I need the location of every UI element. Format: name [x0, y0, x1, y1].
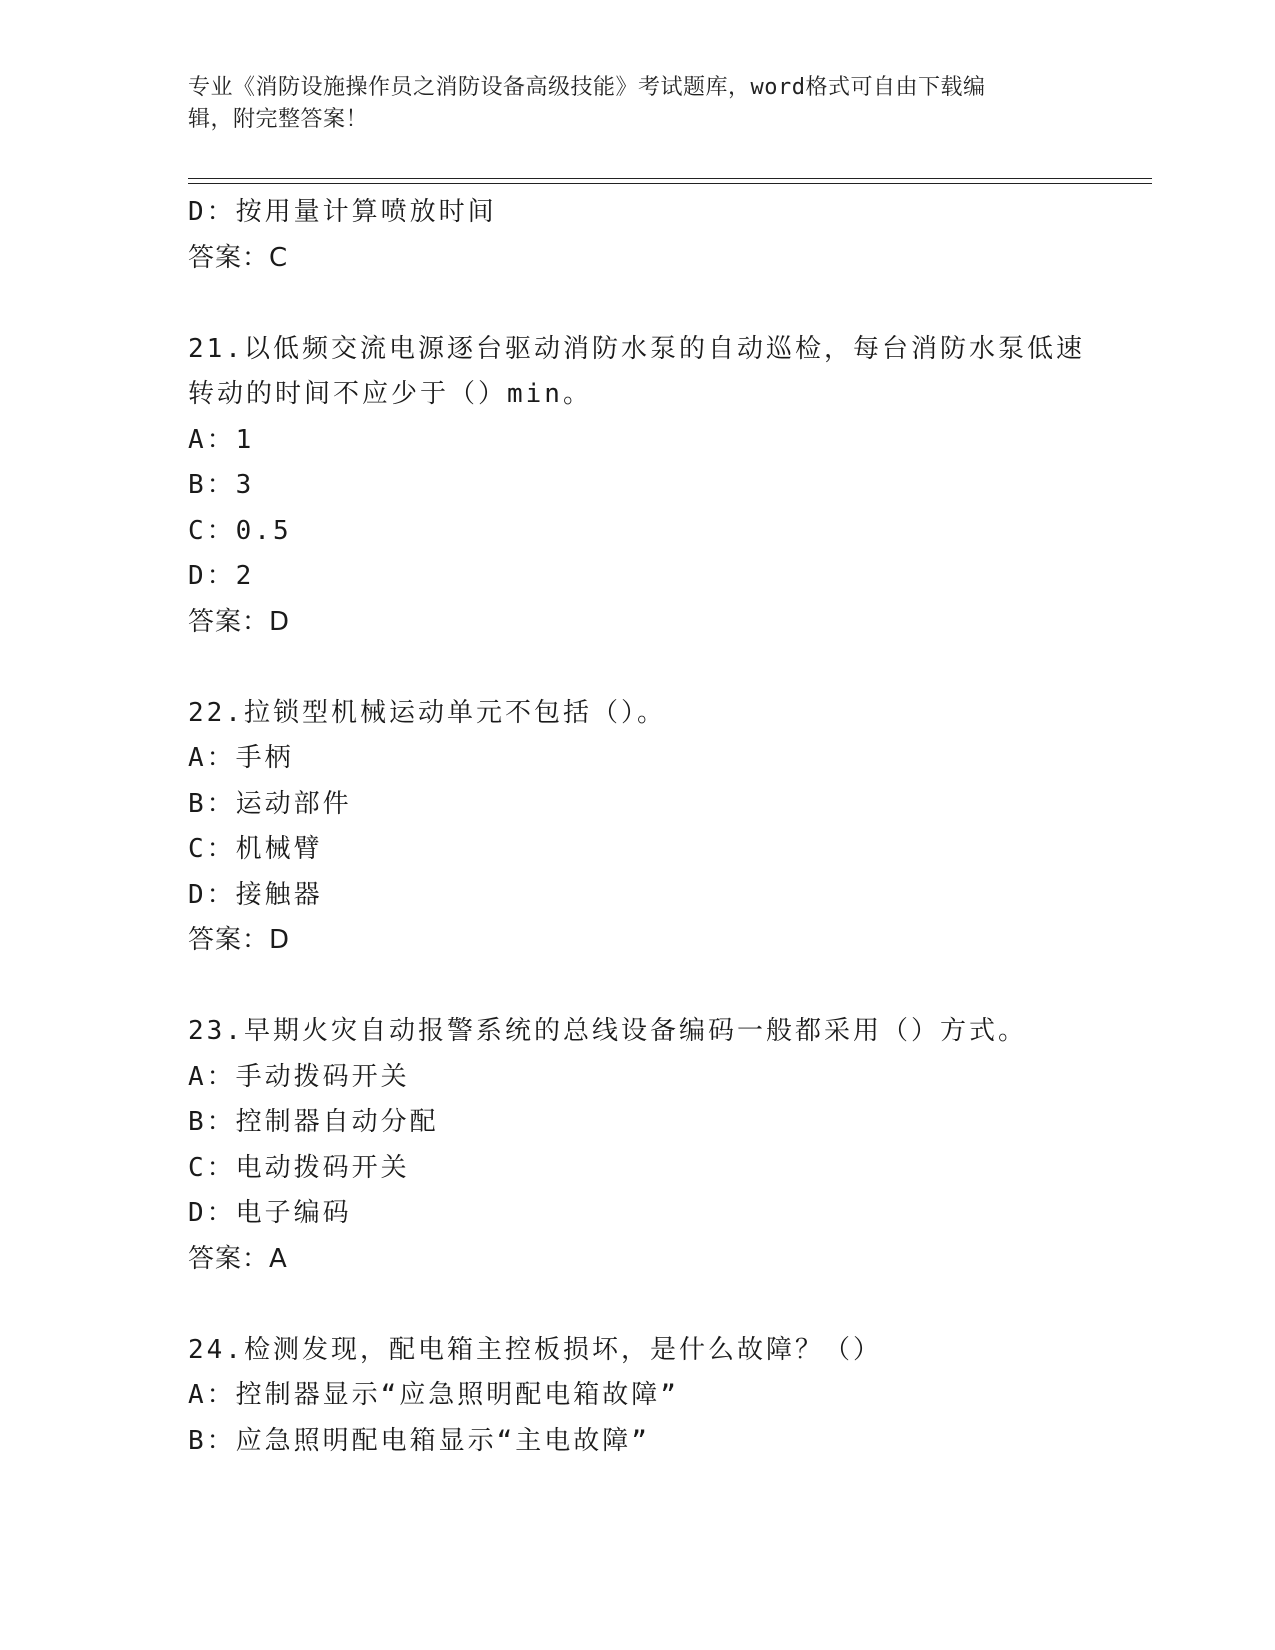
question-22: [188, 691, 1088, 964]
option-d: D：按用量计算喷放时间: [188, 197, 497, 227]
option-a: A：1: [188, 424, 255, 455]
question-list: [188, 190, 1088, 1464]
option-a: A：控制器显示“应急照明配电箱故障”: [188, 1380, 679, 1410]
question-stem-line-1: 22.拉锁型机械运动单元不包括（）。: [188, 697, 666, 728]
spacer: [188, 964, 1088, 1010]
answer-line: 答案：D: [188, 606, 291, 637]
question-stem-line-1: 21.以低频交流电源逐台驱动消防水泵的自动巡检，每台消防水泵低速: [188, 333, 1085, 364]
question-stem-line-2: 转动的时间不应少于（）min。: [188, 379, 592, 409]
question-23: [188, 1009, 1088, 1282]
option-c: C：机械臂: [188, 834, 323, 864]
page-header: [188, 72, 1088, 136]
header-divider-top: [188, 178, 1152, 179]
header-title-line-1: 专业《消防设施操作员之消防设备高级技能》考试题库，word格式可自由下载编: [188, 75, 986, 100]
option-b: B：3: [188, 470, 255, 500]
spacer: [188, 645, 1088, 691]
option-b: B：控制器自动分配: [188, 1107, 439, 1137]
question-24: [188, 1328, 1088, 1465]
question-stem-line-1: 23.早期火灾自动报警系统的总线设备编码一般都采用（）方式。: [188, 1016, 1027, 1046]
answer-line: 答案：A: [188, 1243, 288, 1274]
option-d: D：2: [188, 561, 255, 591]
option-d: D：接触器: [188, 879, 323, 910]
option-c: C：电动拨码开关: [188, 1152, 410, 1183]
answer-line: 答案：D: [188, 925, 291, 955]
answer-line: 答案：C: [188, 242, 289, 273]
question-stem-line-1: 24.检测发现，配电箱主控板损坏，是什么故障？（）: [188, 1334, 882, 1365]
header-title-line-2: 辑，附完整答案！: [188, 107, 369, 132]
option-b: B：运动部件: [188, 788, 352, 819]
option-a: A：手动拨码开关: [188, 1061, 410, 1092]
spacer: [188, 1282, 1088, 1328]
option-c: C：0.5: [188, 515, 292, 546]
header-divider-bottom: [188, 183, 1152, 184]
question-21: [188, 327, 1088, 646]
question-20-tail: [188, 190, 1088, 281]
option-b: B：应急照明配电箱显示“主电故障”: [188, 1425, 650, 1456]
option-a: A：手柄: [188, 743, 294, 773]
option-d: D：电子编码: [188, 1198, 352, 1228]
spacer: [188, 281, 1088, 327]
